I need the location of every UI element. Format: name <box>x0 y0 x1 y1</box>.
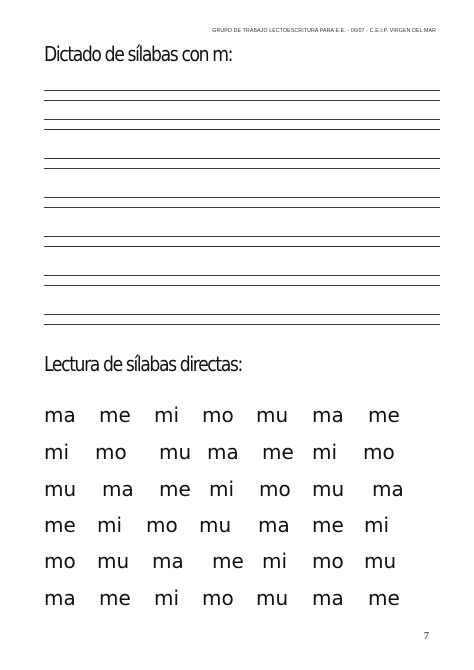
syllable-row <box>44 513 440 543</box>
syllable: ma <box>312 403 344 427</box>
syllable: mo <box>312 549 344 573</box>
syllable: ma <box>152 549 184 573</box>
writing-line <box>44 90 440 102</box>
writing-line-bottom <box>44 324 440 325</box>
syllable: mu <box>44 477 77 501</box>
syllable: mu <box>159 440 192 464</box>
writing-line <box>44 197 440 209</box>
writing-line-top <box>44 119 440 120</box>
syllable: ma <box>312 586 344 610</box>
writing-line-bottom <box>44 100 440 101</box>
syllable: mo <box>259 477 291 501</box>
syllable: mo <box>95 440 127 464</box>
writing-line-bottom <box>44 285 440 286</box>
syllable: mi <box>312 440 338 464</box>
writing-line <box>44 236 440 248</box>
syllable: me <box>99 403 131 427</box>
writing-line-bottom <box>44 129 440 130</box>
writing-line <box>44 158 440 170</box>
syllable: me <box>212 549 244 573</box>
syllable: mo <box>146 513 178 537</box>
writing-line-top <box>44 197 440 198</box>
syllable-row <box>44 440 440 470</box>
syllable: me <box>99 586 131 610</box>
syllable: ma <box>102 477 134 501</box>
syllable: mi <box>154 586 180 610</box>
syllable-row <box>44 586 440 616</box>
syllable: mi <box>209 477 235 501</box>
page-number: 7 <box>424 631 429 642</box>
syllable: mi <box>364 513 390 537</box>
syllable: ma <box>44 403 76 427</box>
writing-line-top <box>44 314 440 315</box>
syllable: mo <box>202 403 234 427</box>
syllable: mo <box>202 586 234 610</box>
syllable: mi <box>154 403 180 427</box>
syllable: me <box>312 513 344 537</box>
syllable: mi <box>44 440 70 464</box>
writing-line <box>44 275 440 287</box>
header-note: GRUPO DE TRABAJO LECTOESCRITURA PARA E.E. - 06/07 - C.E.I.P. VIRGEN DEL MAR <box>212 28 436 34</box>
syllable: mu <box>199 513 232 537</box>
syllable: mi <box>262 549 288 573</box>
reading-title: Lectura de sílabas directas: <box>44 352 242 376</box>
syllable: me <box>44 513 76 537</box>
syllable-row <box>44 549 440 579</box>
writing-line <box>44 119 440 131</box>
writing-line-top <box>44 90 440 91</box>
syllable: me <box>368 403 400 427</box>
writing-line-bottom <box>44 207 440 208</box>
syllable: ma <box>207 440 239 464</box>
syllable: me <box>368 586 400 610</box>
syllable: mi <box>97 513 123 537</box>
writing-line-top <box>44 275 440 276</box>
syllable: mu <box>256 586 289 610</box>
writing-line-top <box>44 236 440 237</box>
syllable: ma <box>372 477 404 501</box>
syllable: ma <box>258 513 290 537</box>
writing-line-top <box>44 158 440 159</box>
syllable: mu <box>312 477 345 501</box>
syllable-row <box>44 477 440 507</box>
writing-line-bottom <box>44 168 440 169</box>
syllable: mu <box>97 549 130 573</box>
writing-line-bottom <box>44 246 440 247</box>
writing-line <box>44 314 440 326</box>
syllable: mo <box>363 440 395 464</box>
syllable-row <box>44 403 440 433</box>
syllable: ma <box>44 586 76 610</box>
syllable: mu <box>256 403 289 427</box>
syllable: me <box>262 440 294 464</box>
syllable: mu <box>364 549 397 573</box>
dictation-title: Dictado de sílabas con m: <box>44 42 233 66</box>
syllable: me <box>159 477 191 501</box>
syllable: mo <box>44 549 76 573</box>
